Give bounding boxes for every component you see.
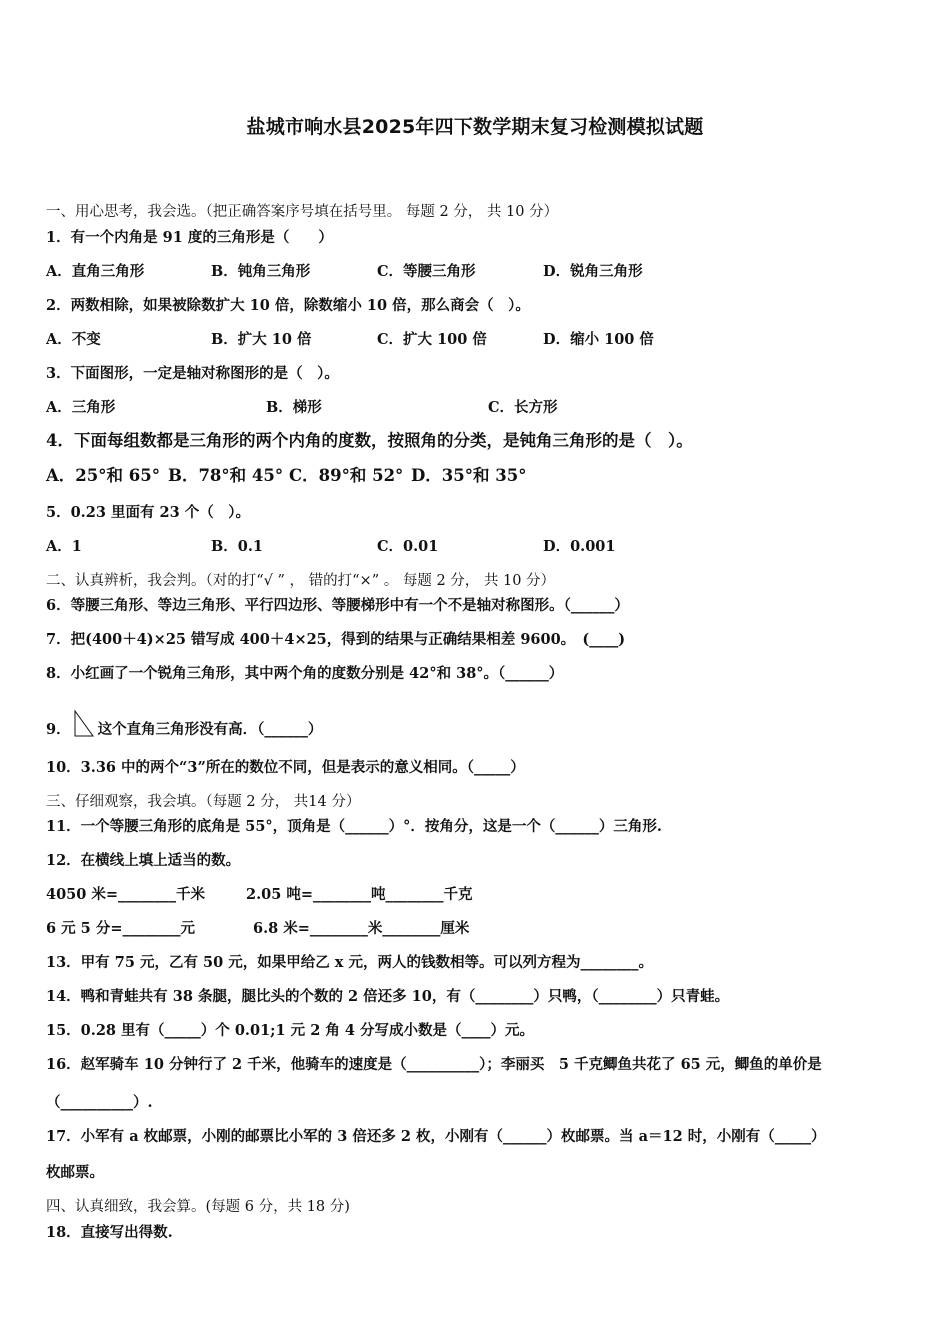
q1-option-b[interactable]: B．钝角三角形 [211, 263, 311, 280]
page-title: 盐城市响水县2025年四下数学期末复习检测模拟试题 [246, 116, 704, 138]
question-16-line-1: 16．赵军骑车 10 分钟行了 2 千米，他骑车的速度是（__________）；李丽买 5 千克鲫鱼共花了 65 元，鲫鱼的单价是 [46, 1056, 822, 1073]
question-17-line-2: 枚邮票。 [46, 1164, 104, 1181]
q1-option-a[interactable]: A．直角三角形 [46, 263, 145, 280]
q2-option-b[interactable]: B．扩大 10 倍 [211, 331, 312, 348]
question-9 [46, 710, 322, 744]
q4-option-a[interactable]: A．25°和 65° [46, 466, 160, 485]
q3-option-b[interactable]: B．梯形 [266, 399, 322, 416]
question-15: 15．0.28 里有（_____）个 0.01;1 元 2 角 4 分写成小数是（____）元。 [46, 1022, 535, 1039]
question-9-number: 9． [46, 721, 71, 738]
q12-item-3: 6 元 5 分=________元 [46, 920, 195, 937]
question-3-stem: 3．下面图形，一定是轴对称图形的是（ ）。 [46, 365, 339, 382]
q2-option-a[interactable]: A．不变 [46, 331, 101, 348]
question-7: 7．把(400＋4)×25 错写成 400＋4×25，得到的结果与正确结果相差 9600。 (____) [46, 631, 626, 648]
q4-option-c[interactable]: C．89°和 52° [289, 466, 404, 485]
section-3-heading: 三、仔细观察，我会填。（每题 2 分， 共14 分） [46, 794, 361, 810]
question-12-stem: 12．在横线上填上适当的数。 [46, 852, 241, 869]
right-triangle-figure [73, 710, 95, 744]
q12-item-2: 2.05 吨=________吨________千克 [246, 886, 473, 903]
question-13: 13．甲有 75 元，乙有 50 元，如果甲给乙 x 元，两人的钱数相等。可以列方程为________。 [46, 954, 653, 971]
section-2-heading: 二、认真辨析，我会判。（对的打“√ ” ， 错的打“×” 。 每题 2 分， 共 10 分） [46, 573, 556, 589]
question-9-text: 这个直角三角形没有高．（______） [97, 721, 323, 738]
question-17-line-1: 17．小军有 a 枚邮票，小刚的邮票比小军的 3 倍还多 2 枚，小刚有（______）枚邮票。当 a＝12 时，小刚有（_____） [46, 1128, 826, 1145]
question-14: 14．鸭和青蛙共有 38 条腿，腿比头的个数的 2 倍还多 10，有（________）只鸭，（________）只青蛙。 [46, 988, 730, 1005]
question-6: 6．等腰三角形、等边三角形、平行四边形、等腰梯形中有一个不是轴对称图形。（______） [46, 597, 629, 614]
q5-option-c[interactable]: C．0.01 [377, 538, 439, 555]
question-10: 10．3.36 中的两个“3”所在的数位不同，但是表示的意义相同。（_____） [46, 759, 525, 776]
q4-option-d[interactable]: D．35°和 35° [411, 466, 527, 485]
q5-option-a[interactable]: A．1 [46, 538, 82, 555]
q2-option-c[interactable]: C．扩大 100 倍 [377, 331, 487, 348]
q3-option-c[interactable]: C．长方形 [488, 399, 558, 416]
question-11: 11．一个等腰三角形的底角是 55°，顶角是（______）°．按角分，这是一个（______）三角形. [46, 818, 662, 835]
q12-item-4: 6.8 米=________米________厘米 [253, 920, 470, 937]
q2-option-d[interactable]: D．缩小 100 倍 [543, 331, 654, 348]
question-18: 18．直接写出得数. [46, 1224, 173, 1241]
question-16-line-2: （__________）. [46, 1094, 153, 1111]
section-4-heading: 四、认真细致，我会算。(每题 6 分，共 18 分) [46, 1199, 350, 1215]
q5-option-d[interactable]: D．0.001 [543, 538, 616, 555]
q1-option-c[interactable]: C．等腰三角形 [377, 263, 476, 280]
section-1-heading: 一、用心思考，我会选。（把正确答案序号填在括号里。 每题 2 分， 共 10 分） [46, 204, 559, 220]
question-5-stem: 5．0.23 里面有 23 个（ ）。 [46, 504, 250, 521]
question-4-stem: 4．下面每组数都是三角形的两个内角的度数，按照角的分类，是钝角三角形的是（ ）。 [46, 431, 693, 450]
question-8: 8．小红画了一个锐角三角形，其中两个角的度数分别是 42°和 38°。（______） [46, 665, 564, 682]
q1-option-d[interactable]: D．锐角三角形 [543, 263, 643, 280]
q5-option-b[interactable]: B．0.1 [211, 538, 263, 555]
q12-item-1: 4050 米=________千米 [46, 886, 206, 903]
question-2-stem: 2．两数相除，如果被除数扩大 10 倍，除数缩小 10 倍，那么商会（ ）。 [46, 297, 530, 314]
question-1-stem: 1．有一个内角是 91 度的三角形是（ ） [46, 229, 333, 246]
q4-option-b[interactable]: B．78°和 45° [168, 466, 284, 485]
q3-option-a[interactable]: A．三角形 [46, 399, 116, 416]
